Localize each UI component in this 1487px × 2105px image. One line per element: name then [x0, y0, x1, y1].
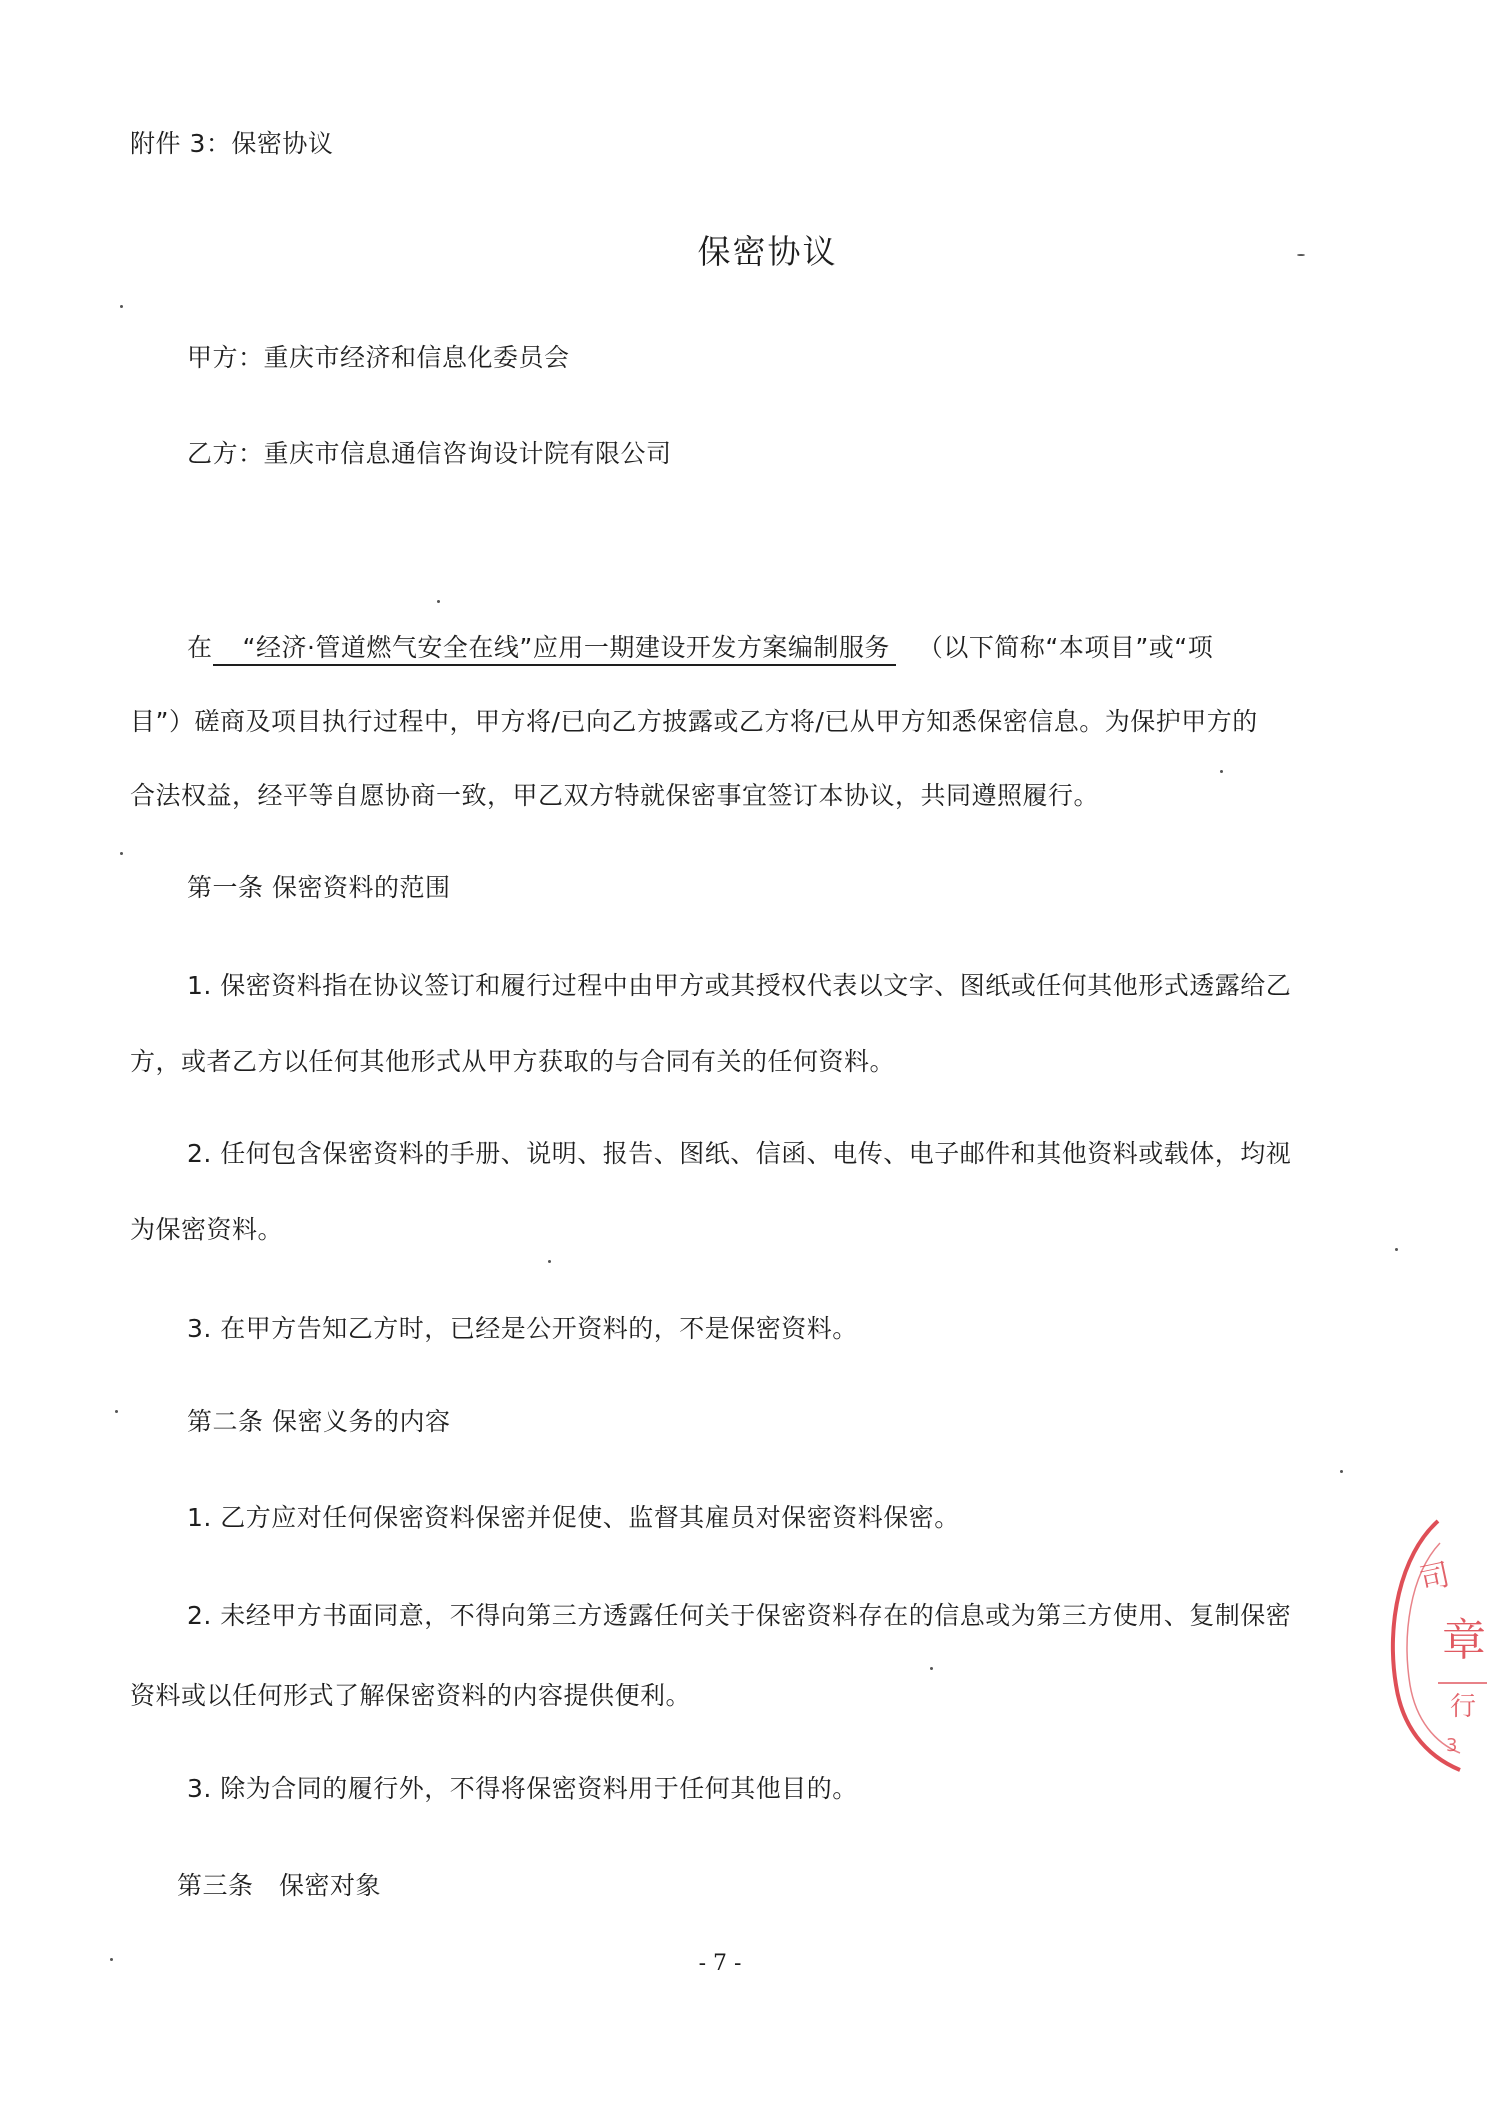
party-b: 乙方：重庆市信息通信咨询设计院有限公司 [187, 439, 672, 468]
scan-speck [437, 600, 440, 603]
svg-text:章: 章 [1442, 1615, 1486, 1666]
scan-speck [115, 1410, 118, 1413]
document-title: 保密协议 [697, 232, 838, 271]
svg-text:行: 行 [1450, 1692, 1477, 1722]
article3-heading: 第三条 保密对象 [177, 1871, 382, 1900]
scan-speck [120, 305, 123, 308]
project-name: “经济·管道燃气安全在线”应用一期建设开发方案编制服务 [213, 633, 896, 666]
article1-item1-line1: 1. 保密资料指在协议签订和履行过程中由甲方或其授权代表以文字、图纸或任何其他形式透露给乙 [187, 971, 1292, 1000]
article1-heading: 第一条 保密资料的范围 [187, 873, 451, 902]
article1-item1-line2: 方，或者乙方以任何其他形式从甲方获取的与合同有关的任何资料。 [130, 1047, 896, 1076]
scan-speck [120, 852, 123, 855]
intro-line-1 [187, 632, 1213, 664]
svg-text:3: 3 [1446, 1735, 1458, 1756]
seal-stamp [1380, 1515, 1487, 1775]
article1-item2-line2: 为保密资料。 [130, 1215, 284, 1244]
scan-speck [1395, 1248, 1398, 1251]
attachment-label: 附件 3：保密协议 [130, 129, 334, 158]
intro-line-2: 目”）磋商及项目执行过程中，甲方将/已向乙方披露或乙方将/已从甲方知悉保密信息。为保护甲方的 [130, 707, 1258, 736]
article2-item1: 1. 乙方应对任何保密资料保密并促使、监督其雇员对保密资料保密。 [187, 1503, 960, 1532]
intro-line-3: 合法权益，经平等自愿协商一致，甲乙双方特就保密事宜签订本协议，共同遵照履行。 [130, 781, 1100, 810]
article2-item3: 3. 除为合同的履行外，不得将保密资料用于任何其他目的。 [187, 1774, 858, 1803]
party-a: 甲方：重庆市经济和信息化委员会 [187, 343, 570, 372]
scan-speck [1340, 1470, 1343, 1473]
scan-speck [110, 1958, 113, 1961]
scan-speck [1297, 254, 1305, 256]
article1-item3: 3. 在甲方告知乙方时，已经是公开资料的，不是保密资料。 [187, 1314, 858, 1343]
svg-text:司: 司 [1416, 1557, 1454, 1598]
scan-speck [548, 1260, 551, 1263]
article2-item2-line2: 资料或以任何形式了解保密资料的内容提供便利。 [130, 1681, 692, 1710]
scan-speck [930, 1667, 933, 1670]
seal-stamp-graphic [1380, 1515, 1487, 1775]
article2-item2-line1: 2. 未经甲方书面同意，不得向第三方透露任何关于保密资料存在的信息或为第三方使用、复制保密 [187, 1601, 1292, 1630]
intro-line1-suffix: （以下简称“本项目”或“项 [917, 633, 1214, 662]
article1-item2-line1: 2. 任何包含保密资料的手册、说明、报告、图纸、信函、电传、电子邮件和其他资料或载体，均视 [187, 1139, 1292, 1168]
scan-speck [1220, 770, 1223, 773]
article2-heading: 第二条 保密义务的内容 [187, 1407, 451, 1436]
page-number: - 7 - [698, 1951, 742, 1976]
intro-prefix: 在 [187, 633, 213, 662]
